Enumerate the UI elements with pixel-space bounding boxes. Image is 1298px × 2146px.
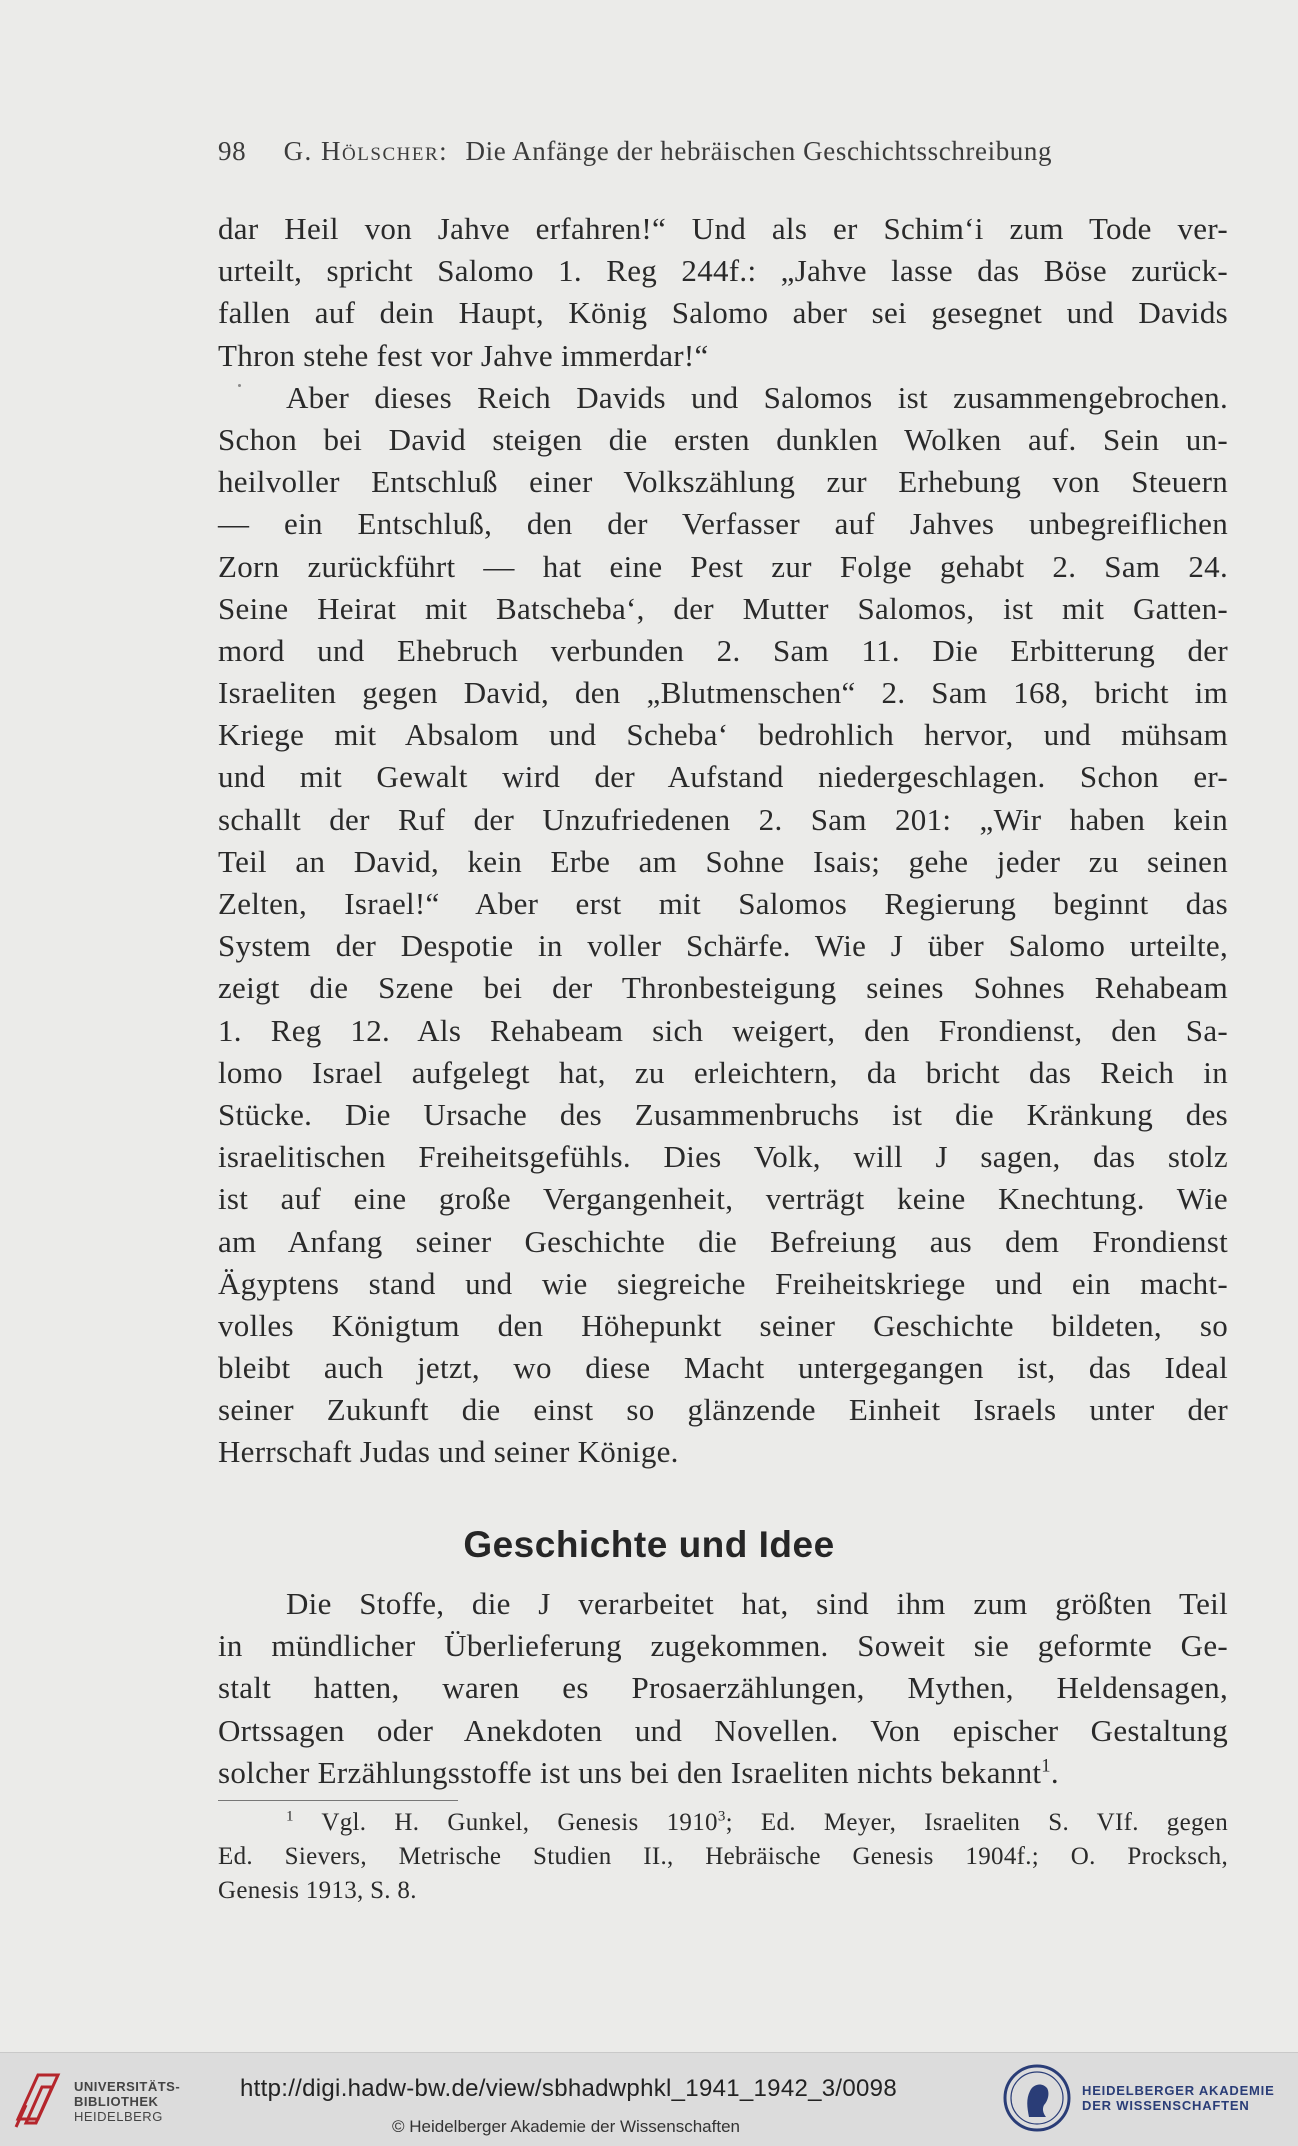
footnote-separator	[218, 1800, 458, 1801]
body-text	[218, 208, 1228, 1474]
footnote-marker: 1	[286, 1808, 294, 1825]
text-line: lomo Israel aufgelegt hat, zu erleichtern, da bricht das Reich in	[218, 1054, 1228, 1090]
text-line: mord und Ehebruch verbunden 2. Sam 11. Die Erbitterung der	[218, 632, 1228, 668]
text-line: Seine Heirat mit Batscheba‘, der Mutter Salomos, ist mit Gatten-	[218, 590, 1228, 626]
text-line: Ägyptens stand und wie siegreiche Freiheitskriege und ein macht-	[218, 1265, 1228, 1301]
text-line: Schon bei David steigen die ersten dunklen Wolken auf. Sein un-	[218, 421, 1228, 457]
university-library-logo-icon	[12, 2067, 64, 2131]
section-text-line	[218, 1752, 1228, 1794]
section-text-line	[218, 1667, 1228, 1709]
library-line-3: HEIDELBERG	[74, 2109, 163, 2124]
section-text-line	[218, 1710, 1228, 1752]
text-line: schallt der Ruf der Unzufriedenen 2. Sam 201: „Wir haben kein	[218, 801, 1228, 837]
text-line: und mit Gewalt wird der Aufstand niedergeschlagen. Schon er-	[218, 759, 1228, 795]
section-text: solcher Erzählungsstoffe ist uns bei den Israeliten nichts bekannt	[218, 1754, 1042, 1790]
footnote-text-1a: Vgl. H. Gunkel, Genesis 1910	[321, 1809, 718, 1836]
text-line: fallen auf dein Haupt, König Salomo aber sei gesegnet und Davids	[218, 295, 1228, 331]
text-line: israelitischen Freiheitsgefühls. Dies Volk, will J sagen, das stolz	[218, 1139, 1228, 1175]
sentence-period: .	[1050, 1754, 1059, 1790]
text-line: Thron stehe fest vor Jahve immerdar!“	[218, 337, 709, 373]
academy-seal-icon	[1002, 2063, 1072, 2133]
section-text: stalt hatten, waren es Prosaerzählungen, Mythen, Heldensagen,	[218, 1670, 1228, 1706]
text-line: Zelten, Israel!“ Aber erst mit Salomos Regierung beginnt das	[218, 886, 1228, 921]
running-header	[218, 136, 1168, 167]
text-line: volles Königtum den Höhepunkt seiner Geschichte bildeten, so	[218, 1307, 1228, 1343]
text-line: Herrschaft Judas und seiner Könige.	[218, 1434, 679, 1470]
text-line: urteilt, spricht Salomo 1. Reg 244f.: „Jahve lasse das Böse zurück-	[218, 253, 1228, 289]
section-text: Ortssagen oder Anekdoten und Novellen. Von epischer Gestaltung	[218, 1712, 1228, 1748]
section-body-text	[218, 1583, 1228, 1794]
text-line: dar Heil von Jahve erfahren!“ Und als er Schim‘i zum Tode ver-	[218, 211, 1228, 246]
viewer-footer	[0, 2052, 1298, 2146]
academy-line-2: DER WISSENSCHAFTEN	[1082, 2098, 1250, 2113]
text-line: — ein Entschluß, den der Verfasser auf Jahves unbegreiflichen	[218, 506, 1228, 542]
text-line: seiner Zukunft die einst so glänzende Einheit Israels unter der	[218, 1392, 1228, 1428]
footnote-line: Ed. Sievers, Metrische Studien II., Hebräische Genesis 1904f.; O. Procksch,	[218, 1843, 1228, 1870]
section-text: Die Stoffe, die J verarbeitet hat, sind ihm zum größten Teil	[286, 1586, 1228, 1621]
academy-name	[1082, 2083, 1275, 2113]
text-line: Aber dieses Reich Davids und Salomos ist zusammengebrochen.	[286, 379, 1228, 415]
footnote-reference[interactable]: 1	[1041, 1755, 1051, 1777]
section-text-line	[218, 1583, 1228, 1625]
text-line: 1. Reg 12. Als Rehabeam sich weigert, den Frondienst, den Sa-	[218, 1012, 1228, 1048]
library-line-2: BIBLIOTHEK	[74, 2094, 159, 2109]
footnote-text-1b: ; Ed. Meyer, Israeliten S. VIf. gegen	[725, 1809, 1228, 1836]
footnote-edition-sup: 3	[717, 1808, 726, 1825]
permalink-url[interactable]: http://digi.hadw-bw.de/view/sbhadwphkl_1941_1942_3/0098	[240, 2075, 897, 2102]
university-library-name	[74, 2079, 180, 2124]
footnote-line	[218, 1806, 1228, 1840]
text-line: Kriege mit Absalom und Scheba‘ bedrohlich hervor, und mühsam	[218, 717, 1228, 753]
text-line: Zorn zurückführt — hat eine Pest zur Folge gehabt 2. Sam 24.	[218, 548, 1228, 584]
section-heading: Geschichte und Idee	[463, 1524, 835, 1565]
footnote-line: Genesis 1913, S. 8.	[218, 1877, 417, 1904]
text-line: Israeliten gegen David, den „Blutmenschen“ 2. Sam 168, bricht im	[218, 675, 1228, 711]
text-line: Stücke. Die Ursache des Zusammenbruchs ist die Kränkung des	[218, 1096, 1228, 1132]
running-header-author: G. Hölscher:	[283, 136, 449, 166]
text-line: am Anfang seiner Geschichte die Befreiung aus dem Frondienst	[218, 1223, 1228, 1259]
copyright-text: © Heidelberger Akademie der Wissenschaften	[392, 2117, 740, 2136]
text-line: System der Despotie in voller Schärfe. Wie J über Salomo urteilte,	[218, 928, 1228, 964]
section-text: in mündlicher Überlieferung zugekommen. Soweit sie geformte Ge-	[218, 1628, 1228, 1664]
text-line: bleibt auch jetzt, wo diese Macht untergegangen ist, das Ideal	[218, 1350, 1228, 1386]
library-line-1: UNIVERSITÄTS-	[74, 2079, 181, 2094]
text-line: Teil an David, kein Erbe am Sohne Isais; gehe jeder zu seinen	[218, 843, 1228, 879]
footnote	[218, 1806, 1228, 1908]
page-number: 98	[218, 136, 247, 166]
academy-line-1: HEIDELBERGER AKADEMIE	[1082, 2083, 1275, 2098]
text-line: zeigt die Szene bei der Thronbesteigung seines Sohnes Rehabeam	[218, 970, 1228, 1006]
running-header-title: Die Anfänge der hebräischen Geschichtsschreibung	[465, 136, 1053, 166]
text-line: heilvoller Entschluß einer Volkszählung zur Erhebung von Steuern	[218, 464, 1228, 500]
section-text-line	[218, 1625, 1228, 1667]
text-line: ist auf eine große Vergangenheit, verträgt keine Knechtung. Wie	[218, 1181, 1228, 1217]
